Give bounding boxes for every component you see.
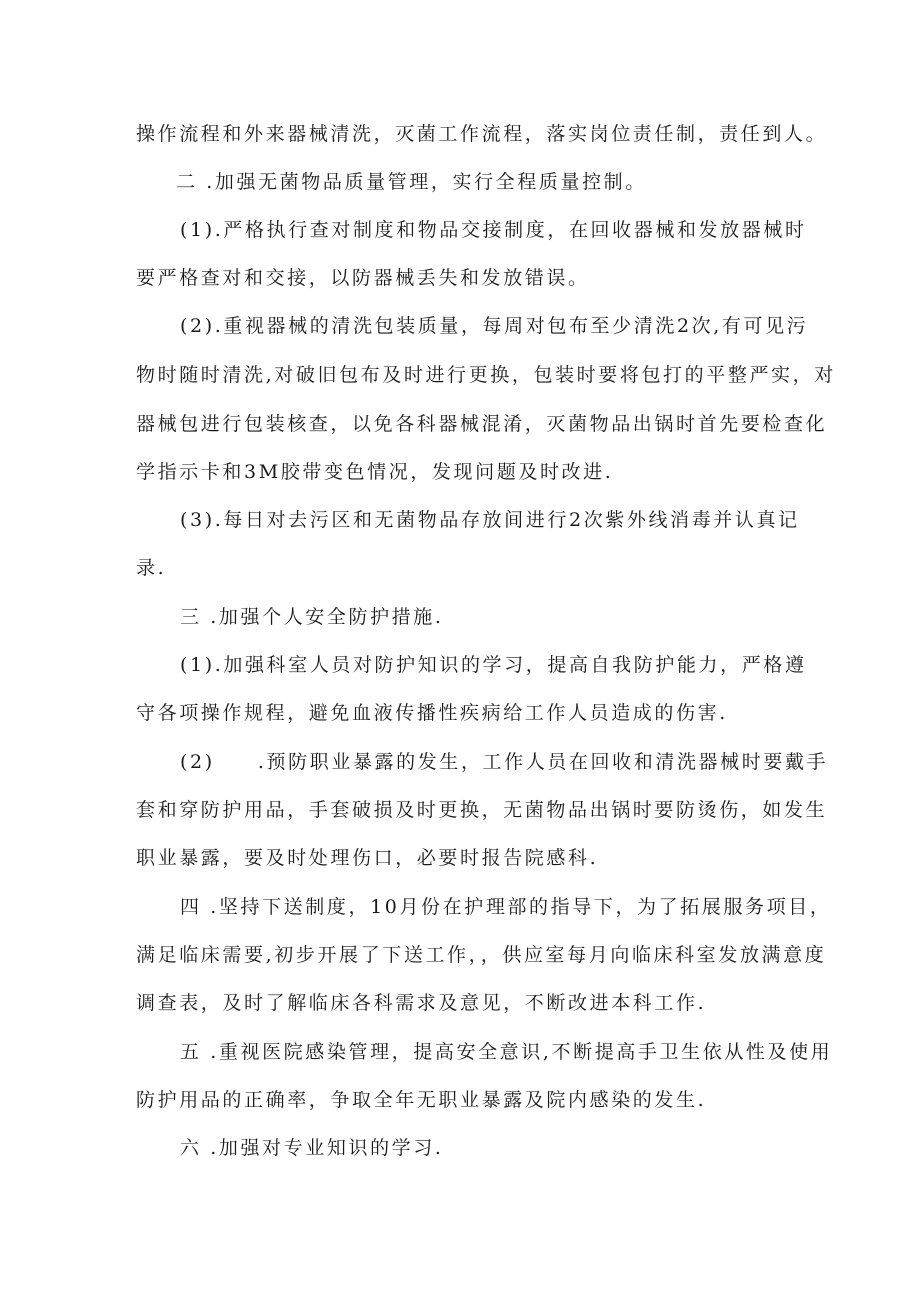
paragraph-line: (3).每日对去污区和无菌物品存放间进行2次紫外线消毒并认真记: [180, 509, 800, 531]
paragraph-line: 套和穿防护用品，手套破损及时更换，无菌物品出锅时要防烫伤，如发生: [136, 799, 828, 821]
paragraph-line: (2).重视器械的清洗包装质量，每周对包布至少清洗2次,有可见污: [180, 315, 809, 337]
paragraph-line: 要严格查对和交接，以防器械丢失和发放错误。: [136, 267, 590, 289]
paragraph-line: (1).严格执行查对制度和物品交接制度，在回收器械和发放器械时: [180, 219, 807, 241]
paragraph-line: 防护用品的正确率，争取全年无职业暴露及院内感染的发生.: [136, 1089, 707, 1111]
paragraph-line: 满足临床需要,初步开展了下送工作，，供应室每月向临床科室发放满意度: [136, 944, 827, 966]
paragraph-line: 守各项操作规程，避免血液传播性疾病给工作人员造成的伤害.: [136, 702, 728, 724]
paragraph-line: 学指示卡和3M胶带变色情况，发现问题及时改进.: [136, 461, 614, 483]
paragraph-line: 调查表，及时了解临床各科需求及意见，不断改进本科工作.: [136, 992, 707, 1014]
section-heading-5: 五 .重视医院感染管理，提高安全意识,不断提高手卫生依从性及使用: [180, 1041, 833, 1063]
section-heading-2: 二 .加强无菌物品质量管理，实行全程质量控制。: [176, 171, 647, 193]
section-heading-3: 三 .加强个人安全防护措施.: [180, 606, 444, 628]
paragraph-line: 操作流程和外来器械清洗，灭菌工作流程，落实岗位责任制，责任到人。: [136, 123, 828, 145]
section-heading-4: 四 .坚持下送制度，10月份在护理部的指导下，为了拓展服务项目，: [180, 896, 832, 918]
paragraph-line: 器械包进行包装核查，以免各科器械混淆，灭菌物品出锅时首先要检查化: [136, 413, 828, 435]
paragraph-line: 录.: [136, 557, 167, 579]
paragraph-line: (2) .预防职业暴露的发生，工作人员在回收和清洗器械时要戴手: [180, 751, 829, 773]
paragraph-line: 物时随时清洗,对破旧包布及时进行更换，包装时要将包打的平整严实，对: [136, 364, 836, 386]
paragraph-line: 职业暴露，要及时处理伤口，必要时报告院感科.: [136, 847, 599, 869]
section-heading-6: 六 .加强对专业知识的学习.: [180, 1137, 444, 1159]
paragraph-line: (1).加强科室人员对防护知识的学习，提高自我防护能力，严格遵: [180, 654, 807, 676]
